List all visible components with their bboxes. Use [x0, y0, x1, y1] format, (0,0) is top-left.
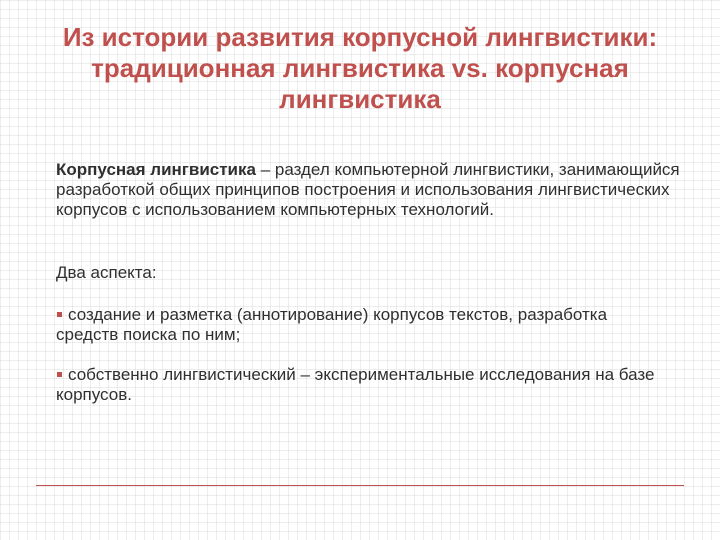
bullet-square-icon — [57, 372, 62, 377]
bullet-item — [56, 365, 656, 405]
definition-text: – раздел компьютерной лингвистики, занимающийся разработкой общих принципов построения и использования лингвистических корпусов с использованием компьютерных технологий. — [56, 160, 680, 219]
slide-body — [56, 160, 696, 404]
bullet-text: собственно лингвистический – экспериментальные исследования на базе корпусов. — [56, 365, 655, 404]
definition-term: Корпусная лингвистика — [56, 160, 256, 179]
slide-title: Из истории развития корпусной лингвистики: традиционная лингвистика vs. корпусная лингвистика — [62, 22, 658, 114]
bullet-square-icon — [57, 312, 62, 317]
bullet-text: создание и разметка (аннотирование) корпусов текстов, разработка средств поиска по ним; — [56, 305, 608, 344]
bullet-item — [56, 305, 656, 345]
footer-divider — [36, 485, 684, 486]
aspects-heading: Два аспекта: — [56, 263, 157, 282]
definition-paragraph — [56, 160, 696, 220]
